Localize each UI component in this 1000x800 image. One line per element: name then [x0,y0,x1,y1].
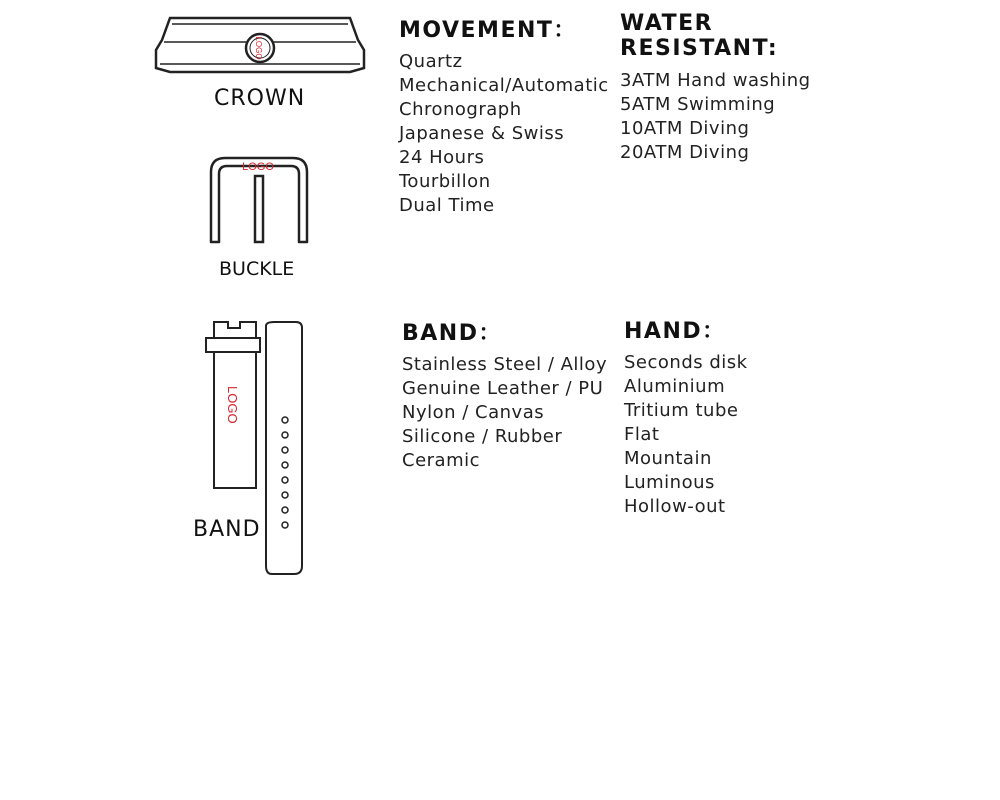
list-item: Dual Time [399,195,495,216]
hand-title: HAND： [624,319,726,344]
list-item: Stainless Steel / Alloy [402,354,608,375]
water-resistant-section [620,11,880,165]
list-item: Chronograph [399,99,522,120]
list-item: Tourbillon [399,171,491,192]
list-item: 5ATM Swimming [620,94,776,115]
list-item: 3ATM Hand washing [620,70,811,91]
crown-logo: LOGO [254,36,263,60]
buckle-icon [205,154,315,246]
band-section [402,316,617,473]
list-item: 20ATM Diving [620,142,750,163]
list-item: Mechanical/Automatic [399,75,609,96]
watch-case-crown-icon [150,10,370,80]
buckle-caption: BUCKLE [219,258,295,280]
buckle-logo: LOGO [242,161,274,173]
list-item: Silicone / Rubber [402,426,563,447]
water-resistant-list [620,69,880,165]
list-item: Nylon / Canvas [402,402,545,423]
list-item: Aluminium [624,376,726,397]
band-caption: BAND [193,517,265,542]
list-item: 10ATM Diving [620,118,750,139]
list-item: Ceramic [402,450,481,471]
crown-illustration [150,10,370,80]
crown-caption: CROWN [214,86,306,111]
list-item: Japanese & Swiss [399,123,565,144]
list-item: Flat [624,424,660,445]
list-item: Seconds disk [624,352,748,373]
list-item: Genuine Leather / PU [402,378,604,399]
hand-list [624,351,824,519]
movement-list [399,50,614,218]
list-item: 24 Hours [399,147,485,168]
list-item: Quartz [399,51,463,72]
list-item: Mountain [624,448,712,469]
hand-section [624,314,824,519]
band-list [402,353,617,473]
band-logo: LOGO [225,386,240,424]
buckle-illustration [205,154,315,246]
band-title: BAND： [402,321,502,346]
list-item: Tritium tube [624,400,739,421]
list-item: Hollow-out [624,496,726,517]
movement-title: MOVEMENT： [399,18,577,43]
movement-section [399,13,614,218]
list-item: Luminous [624,472,715,493]
water-resistant-title: WATER RESISTANT: [620,11,779,61]
